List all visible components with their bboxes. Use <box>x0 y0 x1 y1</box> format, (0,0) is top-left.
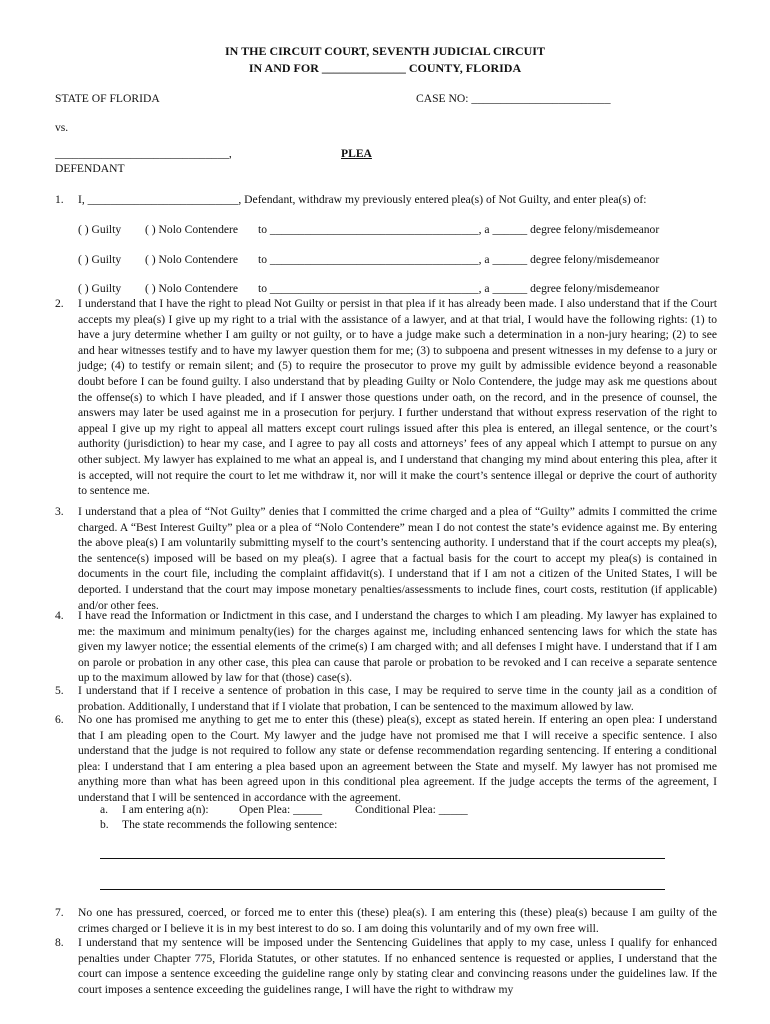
nolo-checkbox-2[interactable]: ( ) Nolo Contendere <box>145 253 239 266</box>
charge-line-1: to ____________________________________, a ______ degree felony/misdemeanor <box>258 223 660 236</box>
item-number-4: 4. <box>55 609 64 622</box>
item-number-8: 8. <box>55 936 64 949</box>
conditional-plea-field[interactable]: Conditional Plea: _____ <box>355 803 468 816</box>
item-number-7: 7. <box>55 906 64 919</box>
sub-item-b-label: b. <box>100 818 109 831</box>
case-number-field: CASE NO: ________________________ <box>416 92 611 105</box>
charge-line-3: to ____________________________________, a ______ degree felony/misdemeanor <box>258 282 660 295</box>
court-header-line-1: IN THE CIRCUIT COURT, SEVENTH JUDICIAL CIRCUIT <box>225 44 545 58</box>
plea-meaning-paragraph: I understand that a plea of “Not Guilty” denies that I committed the crime charged and a plea of “Guilty” admits I committed the crime charged. A “Best Interest Guilty” plea or a plea of “Nolo Contendere” mean I do not contest the state’s evidence against me. By entering the above plea(s) I am voluntarily submitting myself to the court’s sentencing authority. I understand that if the court accepts my plea(s), the sentence(s) imposed will be based on my plea(s). I agree that a factual basis for the court to accept my plea(s) is contained in documents in the court file, including the complaint affidavit(s). I understand that if I am not a citizen of the United States, I will be deported. I understand that the court may impose monetary penalties/assessments to include fines, court costs, restitution (if applicable) and/or other fees. <box>78 505 717 612</box>
nolo-checkbox-1[interactable]: ( ) Nolo Contendere <box>145 223 239 236</box>
item-number-2: 2. <box>55 297 64 310</box>
court-header-line-2: IN AND FOR ______________ COUNTY, FLORIDA <box>248 61 522 75</box>
plea-statement: I, __________________________, Defendant, withdraw my previously entered plea(s) of Not Guilty, and enter plea(s) of: <box>78 193 647 206</box>
promises-paragraph: No one has promised me anything to get me to enter this (these) plea(s), except as stated herein. If entering an open plea: I understand that I am pleading open to the Court. My lawyer and the judge have not promised me that I will receive a specific sentence. I also understand that the judge is not required to follow any state or defense recommendation regarding sentencing. If entering a conditional plea: I understand that I am entering a plea based upon an agreement between the State and myself. My lawyer has not promised me anything more than what has been agreed upon in this conditional plea agreement. If the judge accepts the terms of the agreement, I understand that I will be sentenced in accordance with the agreement. <box>78 713 717 804</box>
guilty-checkbox-2[interactable]: ( ) Guilty <box>78 253 122 266</box>
sub-item-a-label: a. <box>100 803 109 816</box>
guidelines-paragraph: I understand that my sentence will be imposed under the Sentencing Guidelines that apply to my case, unless I qualify for enhanced penalties under Chapter 775, Florida Statutes, or other statutes. If no enhanced sentence is requested or applies, I understand that the court can impose a sentence exceeding the guideline range only by stating clear and convincing reasons under the guidelines law. If the court imposes a sentence exceeding the guidelines range, I will have the right to withdraw my <box>78 936 717 996</box>
guilty-checkbox-3[interactable]: ( ) Guilty <box>78 282 122 295</box>
item-number-5: 5. <box>55 684 64 697</box>
item-number-1: 1. <box>55 193 64 206</box>
nolo-checkbox-3[interactable]: ( ) Nolo Contendere <box>145 282 239 295</box>
guilty-checkbox-1[interactable]: ( ) Guilty <box>78 223 122 236</box>
recommendation-line-2[interactable] <box>100 889 665 890</box>
versus-label: vs. <box>55 121 69 134</box>
defendant-name-blank: ______________________________, <box>55 147 232 160</box>
probation-paragraph: I understand that if I receive a sentence of probation in this case, I may be required to serve time in the county jail as a condition of probation. Additionally, I understand that if I violate that probation, I can be sentenced to the maximum allowed by law. <box>78 684 717 713</box>
item-number-6: 6. <box>55 713 64 726</box>
sub-item-b-text: The state recommends the following sentence: <box>122 818 338 831</box>
recommendation-line-1[interactable] <box>100 858 665 859</box>
charges-paragraph: I have read the Information or Indictment in this case, and I understand the charges to which I am pleading. My lawyer has explained to me: the maximum and minimum penalty(ies) for the charges against me, including enhanced sentencing laws for which the state has given my lawyer notice; the essential elements of the crime(s) I am charged with; and all defenses I might have. I understand that if I am on parole or probation in any other case, this plea can cause that parole or probation to be revoked and I can receive a separate sentence up to the maximum allowed by law for that (those) case(s). <box>78 609 717 685</box>
voluntary-paragraph: No one has pressured, coerced, or forced me to enter this (these) plea(s). I am entering this (these) plea(s) because I am guilty of the crimes charged or I believe it is in my best interest to do so. I am doing this voluntarily and of my own free will. <box>78 906 717 935</box>
open-plea-field[interactable]: Open Plea: _____ <box>239 803 323 816</box>
sub-item-a-text: I am entering a(n): <box>122 803 209 816</box>
defendant-label: DEFENDANT <box>55 162 125 175</box>
item-number-3: 3. <box>55 505 64 518</box>
plaintiff-name: STATE OF FLORIDA <box>55 92 160 105</box>
document-title: PLEA <box>341 147 372 160</box>
rights-paragraph: I understand that I have the right to plead Not Guilty or persist in that plea if it has already been made. I also understand that if the Court accepts my plea(s) I give up my right to a trial with the assistance of a lawyer, and at that trial, I would have the following rights: (1) to have a jury determine whether I am guilty or not guilty, or to have a judge make such a determination in a non-jury hearing; (2) to see and hear witnesses testify and to have my lawyer question them for me; (3) to subpoena and present witnesses in my defense to a jury or judge; (4) to testify or remain silent; and (5) to require the prosecutor to prove my guilt by admissible evidence beyond a reasonable doubt before I can be found guilty. I also understand that by pleading Guilty or Nolo Contendere, the judge may ask me questions about the offense(s) to which I have pleaded, and if I answer those questions under oath, on the record, and in the presence of counsel, the answers may later be used against me in a prosecution for perjury. I further understand that without express reservation of the right to appeal I give up my right to appeal all matters except court rulings issued after this plea is entered, an illegal sentence, or the court’s authority (jurisdiction) to hear my case, and I agree to pay all costs and attorneys’ fees of any appeal which I attempt to pursue on any other subject. My lawyer has explained to me what an appeal is, and I understand that changing my mind about entering this plea, after it is accepted, will not require the court to let me withdraw it, nor will it make the court’s sentence illegal or deprive the court of authority to sentence me. <box>78 297 717 498</box>
charge-line-2: to ____________________________________, a ______ degree felony/misdemeanor <box>258 253 660 266</box>
